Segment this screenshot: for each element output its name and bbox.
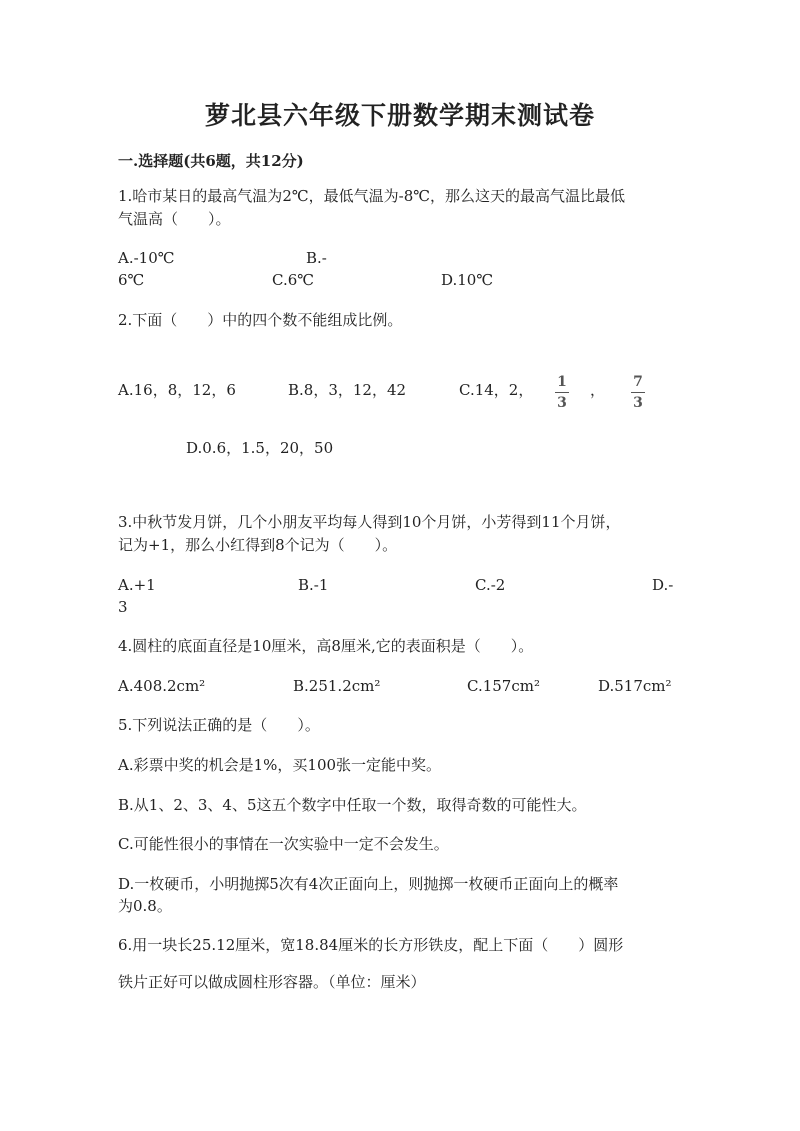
question-4-option-d: D.517cm² — [598, 677, 672, 695]
question-1-line-2: 气温高（ ）。 — [118, 210, 231, 228]
question-3-option-d-part-1: D.- — [652, 576, 674, 594]
fraction-2-bar — [631, 392, 645, 393]
question-2-separator: ， — [590, 381, 606, 399]
question-2-option-d: D.0.6，1.5，20，50 — [186, 439, 334, 457]
section-heading: 一.选择题(共6题，共12分) — [118, 152, 304, 170]
question-5-stem: 5.下列说法正确的是（ ）。 — [118, 716, 320, 734]
question-4-stem: 4.圆柱的底面直径是10厘米，高8厘米,它的表面积是（ ）。 — [118, 637, 534, 655]
question-1-option-b-part-1: B.- — [306, 249, 327, 267]
fraction-1-bar — [555, 392, 569, 393]
fraction-2-numerator: 7 — [633, 374, 643, 390]
question-3-line-1: 3.中秋节发月饼，几个小朋友平均每人得到10个月饼，小芳得到11个月饼， — [118, 513, 621, 531]
question-1-option-a: A.-10℃ — [118, 249, 175, 267]
fraction-1-denominator: 3 — [557, 395, 567, 411]
question-5-option-a: A.彩票中奖的机会是1%，买100张一定能中奖。 — [118, 756, 442, 774]
question-1-option-b-part-2: 6℃ — [118, 271, 145, 289]
question-4-option-a: A.408.2cm² — [118, 677, 206, 695]
question-3-line-2: 记为+1，那么小红得到8个记为（ ）。 — [118, 536, 398, 554]
fraction-2-denominator: 3 — [633, 395, 643, 411]
question-2-option-a: A.16，8，12，6 — [118, 381, 236, 399]
question-4-option-c: C.157cm² — [467, 677, 540, 695]
question-5-option-d-line-2: 为0.8。 — [118, 897, 172, 915]
question-1-line-1: 1.哈市某日的最高气温为2℃，最低气温为-8℃，那么这天的最高气温比最低 — [118, 187, 626, 205]
question-5-option-c: C.可能性很小的事情在一次实验中一定不会发生。 — [118, 835, 449, 853]
question-2-stem: 2.下面（ ）中的四个数不能组成比例。 — [118, 311, 403, 329]
question-4-option-b: B.251.2cm² — [293, 677, 381, 695]
question-3-option-a: A.+1 — [118, 576, 156, 594]
page-title: 萝北县六年级下册数学期末测试卷 — [204, 101, 595, 130]
question-2-fraction-1 — [555, 374, 569, 411]
question-2-option-b: B.8，3，12，42 — [288, 381, 407, 399]
question-1-option-d: D.10℃ — [441, 271, 494, 289]
question-1-option-c: C.6℃ — [272, 271, 315, 289]
question-5-option-d-line-1: D.一枚硬币，小明抛掷5次有4次正面向上，则抛掷一枚硬币正面向上的概率 — [118, 875, 619, 893]
question-5-option-b: B.从1、2、3、4、5这五个数字中任取一个数，取得奇数的可能性大。 — [118, 796, 587, 814]
question-3-option-b: B.-1 — [298, 576, 329, 594]
fraction-1-numerator: 1 — [557, 374, 567, 390]
question-3-option-c: C.-2 — [475, 576, 506, 594]
question-2-fraction-2 — [631, 374, 645, 411]
question-3-option-d-part-2: 3 — [118, 598, 128, 616]
question-2-option-c: C.14，2， — [459, 381, 534, 399]
question-6-line-2: 铁片正好可以做成圆柱形容器。（单位：厘米） — [118, 973, 426, 991]
question-6-line-1: 6.用一块长25.12厘米，宽18.84厘米的长方形铁皮，配上下面（ ）圆形 — [118, 936, 624, 954]
